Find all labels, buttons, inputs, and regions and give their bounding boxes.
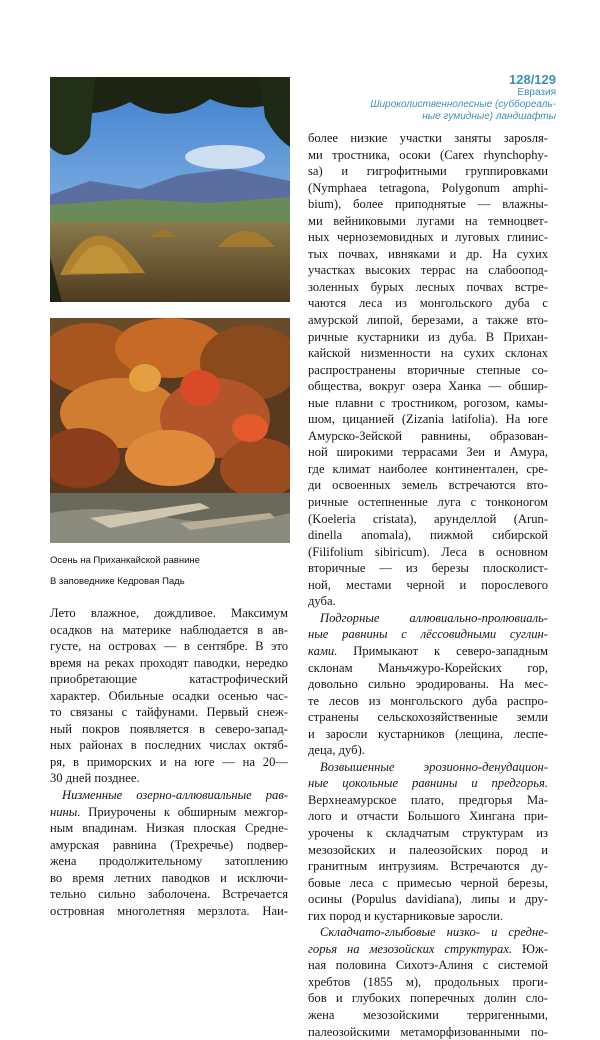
section-title-line-2: ные гумидные) ландшафты (422, 111, 556, 122)
photo-caption-forest: В заповеднике Кедровая Падь (50, 576, 185, 587)
right_column-line: ных черноземовидных и луговых глинис- (308, 230, 548, 245)
right_column-line: ные равнины с лёссовидными суглин- (308, 627, 548, 642)
left_column-line: ных районах в последних числах октяб- (50, 738, 288, 753)
running-header (370, 72, 556, 123)
right-text-column (308, 130, 548, 1040)
line-text: Приурочены к обширным межгор- (80, 804, 288, 819)
left_column-line: островная многолетняя мерзлота. Наи- (50, 903, 288, 918)
left_column-line: ным впадинам. Низкая плоская Средне- (50, 821, 288, 836)
right_column-line: Верхнеамурское плато, предгорья Ма- (308, 792, 548, 807)
left_column-line: Лето влажное, дождливое. Максимум (50, 606, 288, 620)
right_column-line: хребтов (1855 м), продольных проги- (308, 974, 548, 989)
right_column-line: кайской низменности на сухих склонах (308, 346, 548, 361)
right_column-line: вторичные — из березы плосколист- (308, 561, 548, 576)
right_column-line: гранитным интрузиям. Встречаются ду- (308, 859, 548, 874)
photo-caption-haystacks: Осень на Приханкайской равнине (50, 555, 200, 566)
right_column-line: ной широкими террасами Зеи и Амура, (308, 445, 548, 460)
right_column-line: bium), более приподнятые — влажны- (308, 197, 548, 212)
italic-heading-fragment: горья на мезозойских структурах. (308, 941, 513, 956)
left_column-line: ря, в приморских и на юге — на 20— (50, 754, 288, 769)
left_column-line: Низменные озерно-аллювиальные рав- (62, 788, 288, 803)
left_column-line: то связаны с тайфунами. Первый снеж- (50, 705, 288, 720)
right_column-line: где климат наиболее континентален, сре- (308, 461, 548, 476)
right_column-line: общества, вокруг озера Ханка — обшир- (308, 379, 548, 394)
right_column-line: тых почвах, ивняками и др. На сухих (308, 246, 548, 261)
photo-autumn-forest (50, 318, 290, 543)
right_column-line: более низкие участки заняты зарosля- (308, 131, 548, 145)
right_column-line: Возвышенные эрозионно-денудацион- (320, 759, 548, 774)
left_column-line: жена продолжительному затоплению (50, 854, 288, 869)
line-text: Юж- (512, 941, 548, 956)
right_column-line: гих пород и кустарниковые заросли. (308, 908, 504, 923)
right_column-line: участках высоких террас на слабоопод- (308, 263, 548, 278)
left_column-line: осадков на материке наблюдается в ав- (50, 622, 288, 637)
right_column-line: ные цокольные равнины и предгорья. (308, 776, 548, 791)
right_column-line: распространены вторичные степные со- (308, 362, 548, 377)
page-numbers: 128/129 (509, 72, 556, 87)
right_column-line: урочены к складчатым структурам из (308, 825, 548, 840)
right-column-body (308, 130, 548, 1040)
right_column-line: и заросли кустарников (лещина, леспе- (308, 726, 548, 741)
right_column-line: ной, местами черной и порослевого (308, 577, 548, 592)
right_column-line: ричные кустарники из дуба. В Прихан- (308, 329, 548, 344)
right_column-line: дуба. (308, 594, 336, 609)
right_column-line: довольно сильно эродированы. На мес- (308, 677, 548, 692)
left_column-line: 30 дней позднее. (50, 771, 140, 786)
right_column-line: странены сельскохозяйственные земли (308, 710, 548, 725)
left_column-line: тельно сильно заболочена. Встречается (50, 887, 288, 902)
right_column-line: осины (Populus davidiana), липы и дру- (308, 892, 548, 907)
right_column-line: ная половина Сихотэ-Алиня с системой (308, 958, 548, 973)
right_column-line: Амурско-Зейской равнины, образован- (308, 428, 548, 443)
photo-haystacks-plain (50, 77, 290, 302)
right_column-line: ди освоенных земель встречаются вто- (308, 478, 548, 493)
right_column-line: ные плавни с тростником, рогозом, камы- (308, 395, 548, 410)
italic-heading-fragment: нины. (50, 804, 81, 819)
section-title-line-1: Широколиственнолесные (суббореаль- (370, 99, 556, 110)
left_column-line: ный покров появляется в северо-запад- (50, 721, 288, 736)
right_column-line: (Nymphaea tetragona, Polygonum amphi- (308, 180, 548, 195)
right_column-line: бов и глубоких поперечных долин сло- (308, 991, 548, 1006)
right_column-line: Складчато-глыбовые низко- и средне- (320, 925, 548, 940)
right_column-line: деца, дуб). (308, 743, 365, 758)
right_column-line: бовые леса с примесью черной березы, (308, 875, 548, 890)
right_column-line: Подгорные аллювиально-пролювиаль- (320, 610, 548, 625)
right_column-line: dinella anomala), пижмой сибирской (308, 528, 548, 543)
right_column-line: золенных бурых лесных почвах встре- (308, 279, 548, 294)
right_column-line: шом, цицанией (Zizania latifolia). На юге (308, 412, 548, 427)
right_column-line: склонам Маньчжуро-Корейских гор, (308, 660, 548, 675)
right_column-line: (Filifolium sibiricum). Леса в основном (308, 544, 548, 559)
right_column-line: sa) и гигрофитными группировками (308, 164, 548, 179)
photo-haystacks-image (50, 77, 290, 302)
right_column-line (308, 643, 548, 660)
right_column-line: мезозойских и палеозойских пород и (308, 842, 548, 857)
left_column-line: приобретающие катастрофический (50, 672, 288, 687)
right_column-line: жена мезозойскими терригенными, (308, 1007, 548, 1022)
left_column-line: время на реках проходят паводки, нередко (50, 655, 288, 670)
right_column-line: ричные остепненные луга с тонконогом (308, 495, 548, 510)
italic-heading-fragment: ками. (308, 643, 338, 658)
right_column-line: палеозойскими метаморфизованными по- (308, 1024, 548, 1039)
right_column-line: амурской липой, березами, а также вто- (308, 313, 548, 328)
left-column-body (50, 605, 288, 919)
right_column-line: лого и отчасти Большого Хингана при- (308, 809, 548, 824)
left_column-line: амурская равнина (Трехречье) подвер- (50, 837, 288, 852)
line-text: Примыкают к северо-западным (337, 643, 548, 658)
right_column-line: (Koeleria cristata), арунделлой (Arun- (308, 511, 548, 526)
right_column-line: ми тростника, осоки (Carex rhynchophy- (308, 147, 548, 162)
left_column-line (50, 804, 288, 821)
region-label: Евразия (517, 87, 556, 98)
right_column-line: ми вейниковыми лугами на темноцвет- (308, 213, 548, 228)
photo-forest-image (50, 318, 290, 543)
right_column-line: чаются леса из монгольского дуба с (308, 296, 548, 311)
left_column-line: густе, на островах — в сентябре. В это (50, 639, 288, 654)
left_column-line: характер. Обильные осадки осенью час- (50, 688, 288, 703)
right_column-line (308, 941, 548, 958)
right_column-line: те лесов из монгольского дуба распро- (308, 693, 548, 708)
left-text-column (50, 605, 288, 919)
left_column-line: во время летних паводков и исключи- (50, 870, 288, 885)
